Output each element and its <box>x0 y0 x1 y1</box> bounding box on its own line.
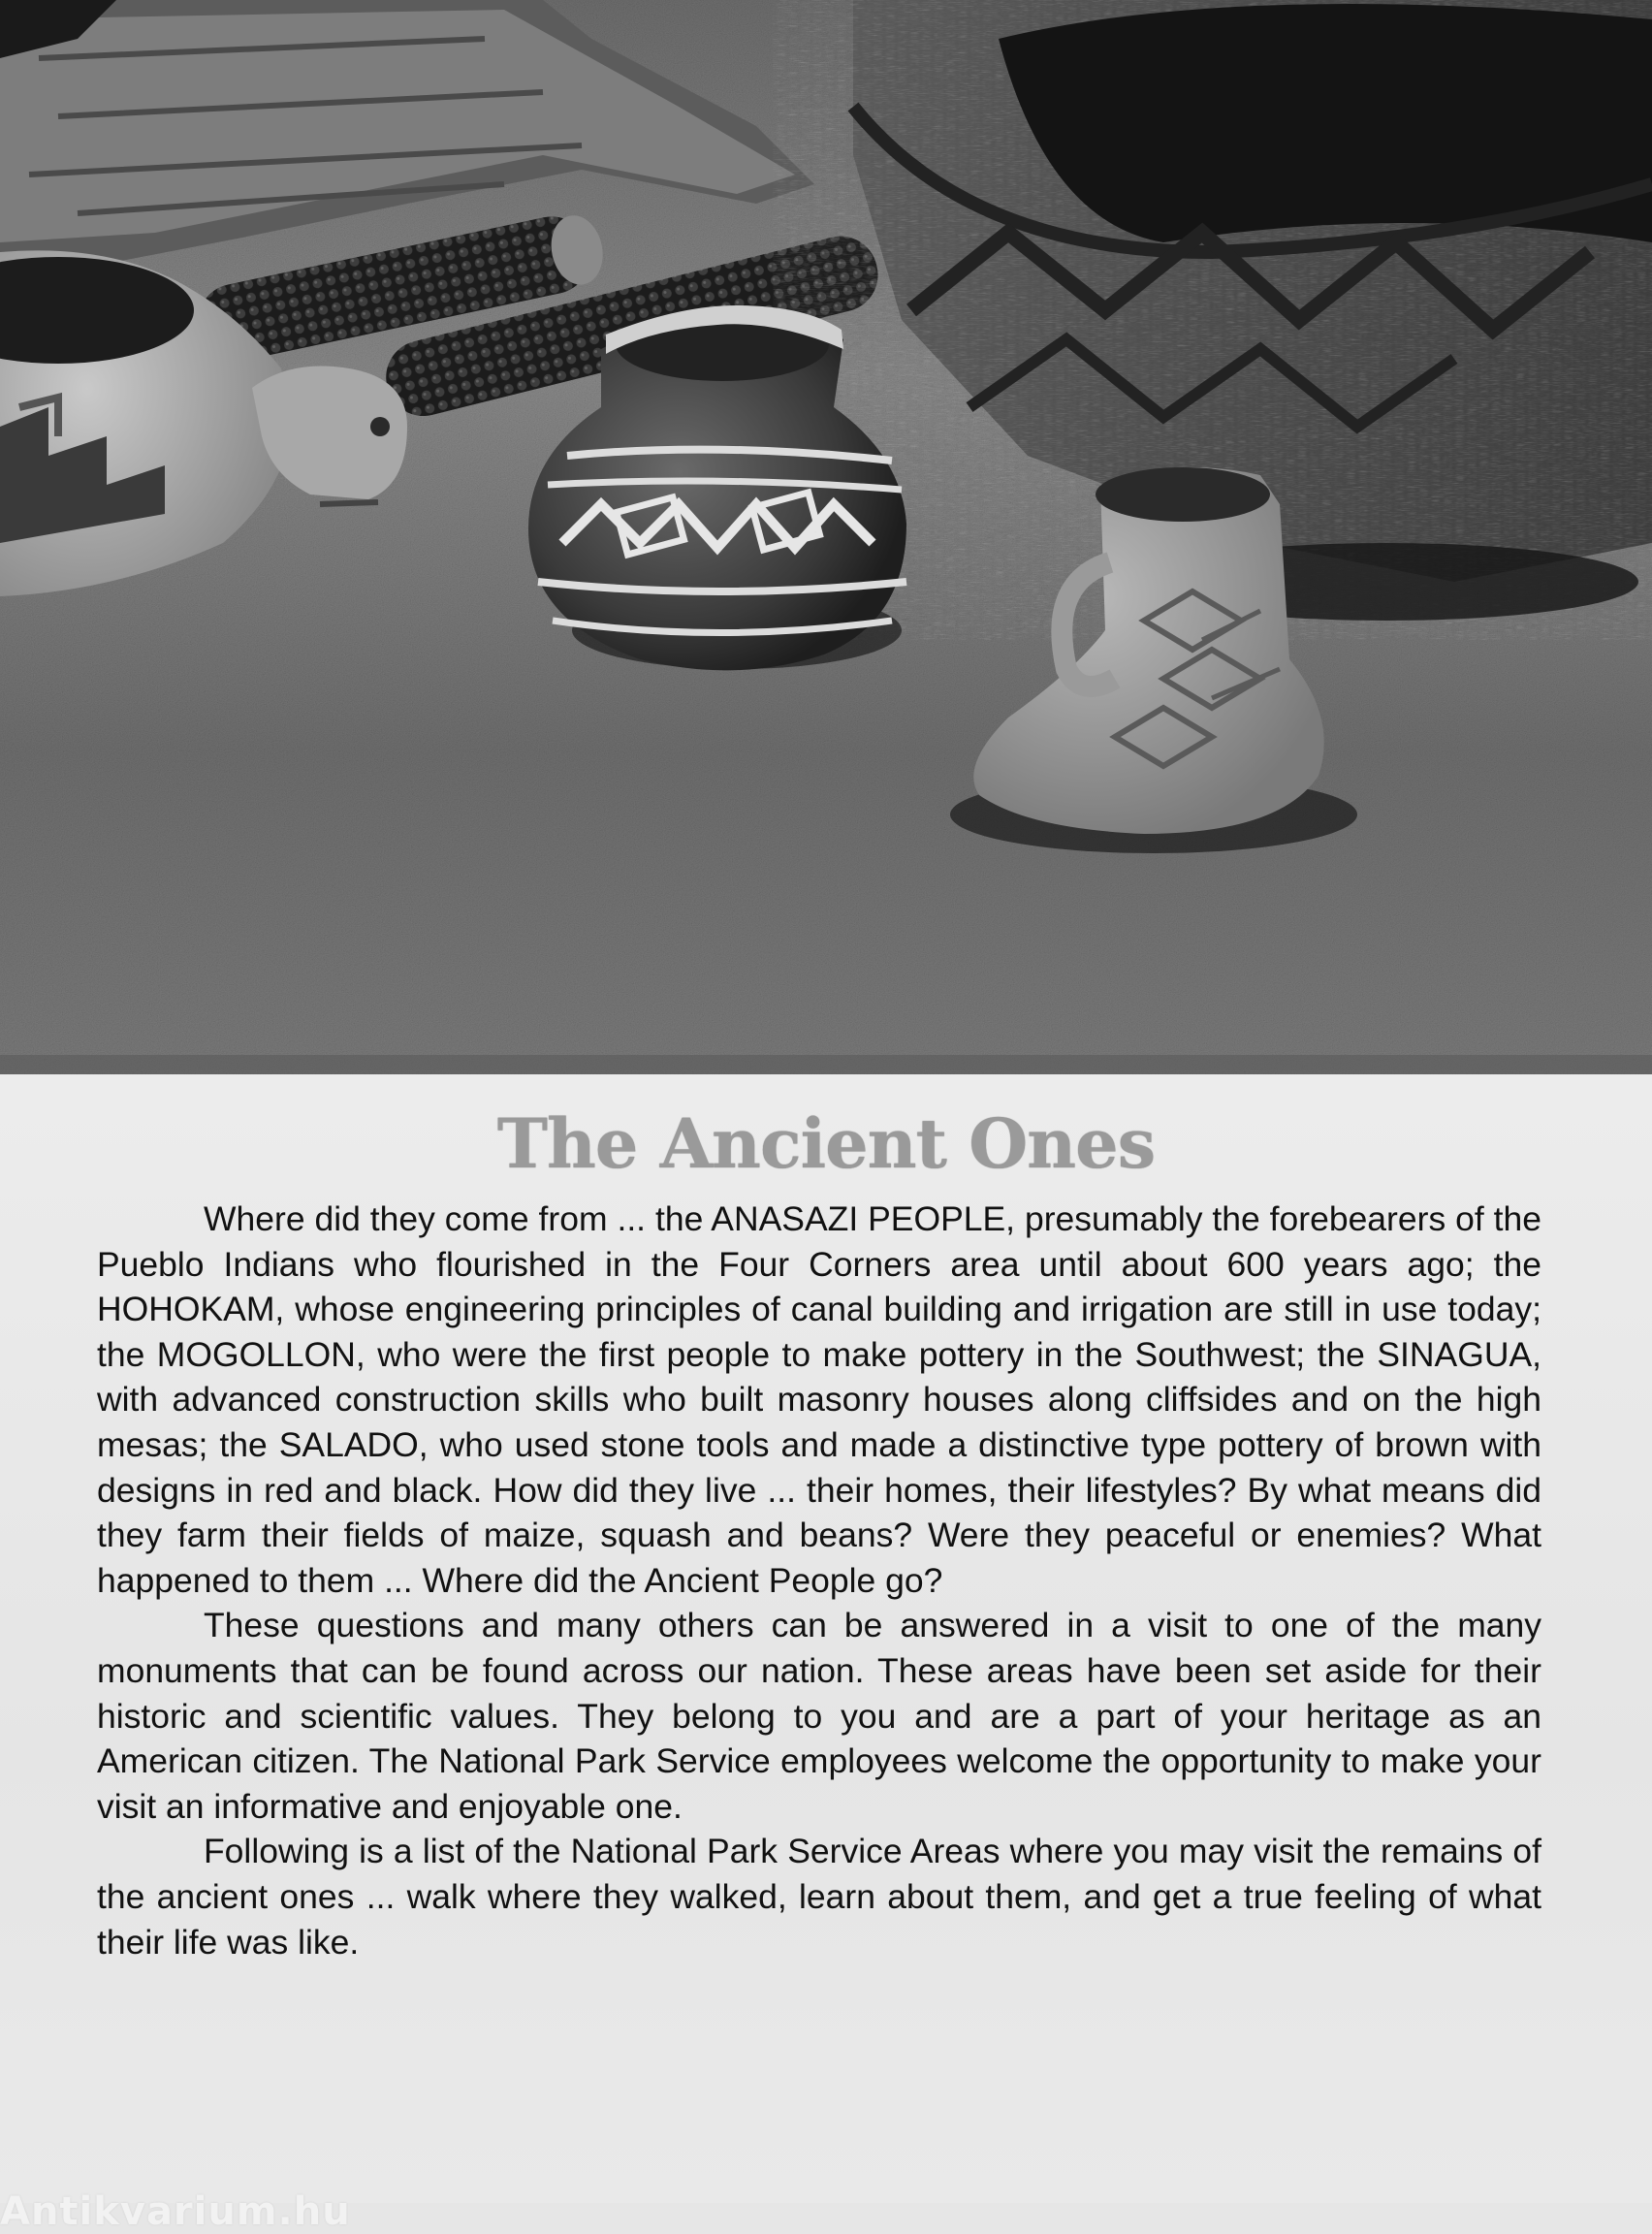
paragraph-intro: Where did they come from ... the ANASAZI PEOPLE, presumably the forebearers of the Pueblo Indians who flourished in the Four Corners area until about 600 years ago; the HOHOKAM, whose engineering principles of canal building and irrigation are still in use today; the MOGOLLON, who were the first people to make pottery in the Southwest; the SINAGUA, with advanced construction skills who built masonry houses along cliffsides and on the high mesas; the SALADO, who used stone tools and made a distinctive type pottery of brown with designs in red and black. How did they live ... their homes, their lifestyles? By what means did they farm their fields of maize, squash and beans? Were they peaceful or enemies? What happened to them ... Where did the Ancient People go? <box>97 1199 1541 1600</box>
paragraph-list-intro: Following is a list of the National Park Service Areas where you may visit the remains of the ancient ones ... walk where they walked, learn about them, and get a true feeling of what their life was like. <box>97 1832 1541 1962</box>
paragraph-questions: These questions and many others can be answered in a visit to one of the many monuments that can be found across our nation. These areas have been set aside for their historic and scientific values. They belong to you and are a part of your heritage as an American citizen. The National Park Service employees welcome the opportunity to make your visit an informative and enjoyable one. <box>97 1606 1541 1826</box>
page-title: The Ancient Ones <box>496 1103 1156 1184</box>
text-panel <box>0 1074 1652 2234</box>
watermark: Antikvarium.hu <box>0 2189 351 2234</box>
artifacts-photo <box>0 0 1652 1074</box>
body-text <box>97 1197 1541 1964</box>
